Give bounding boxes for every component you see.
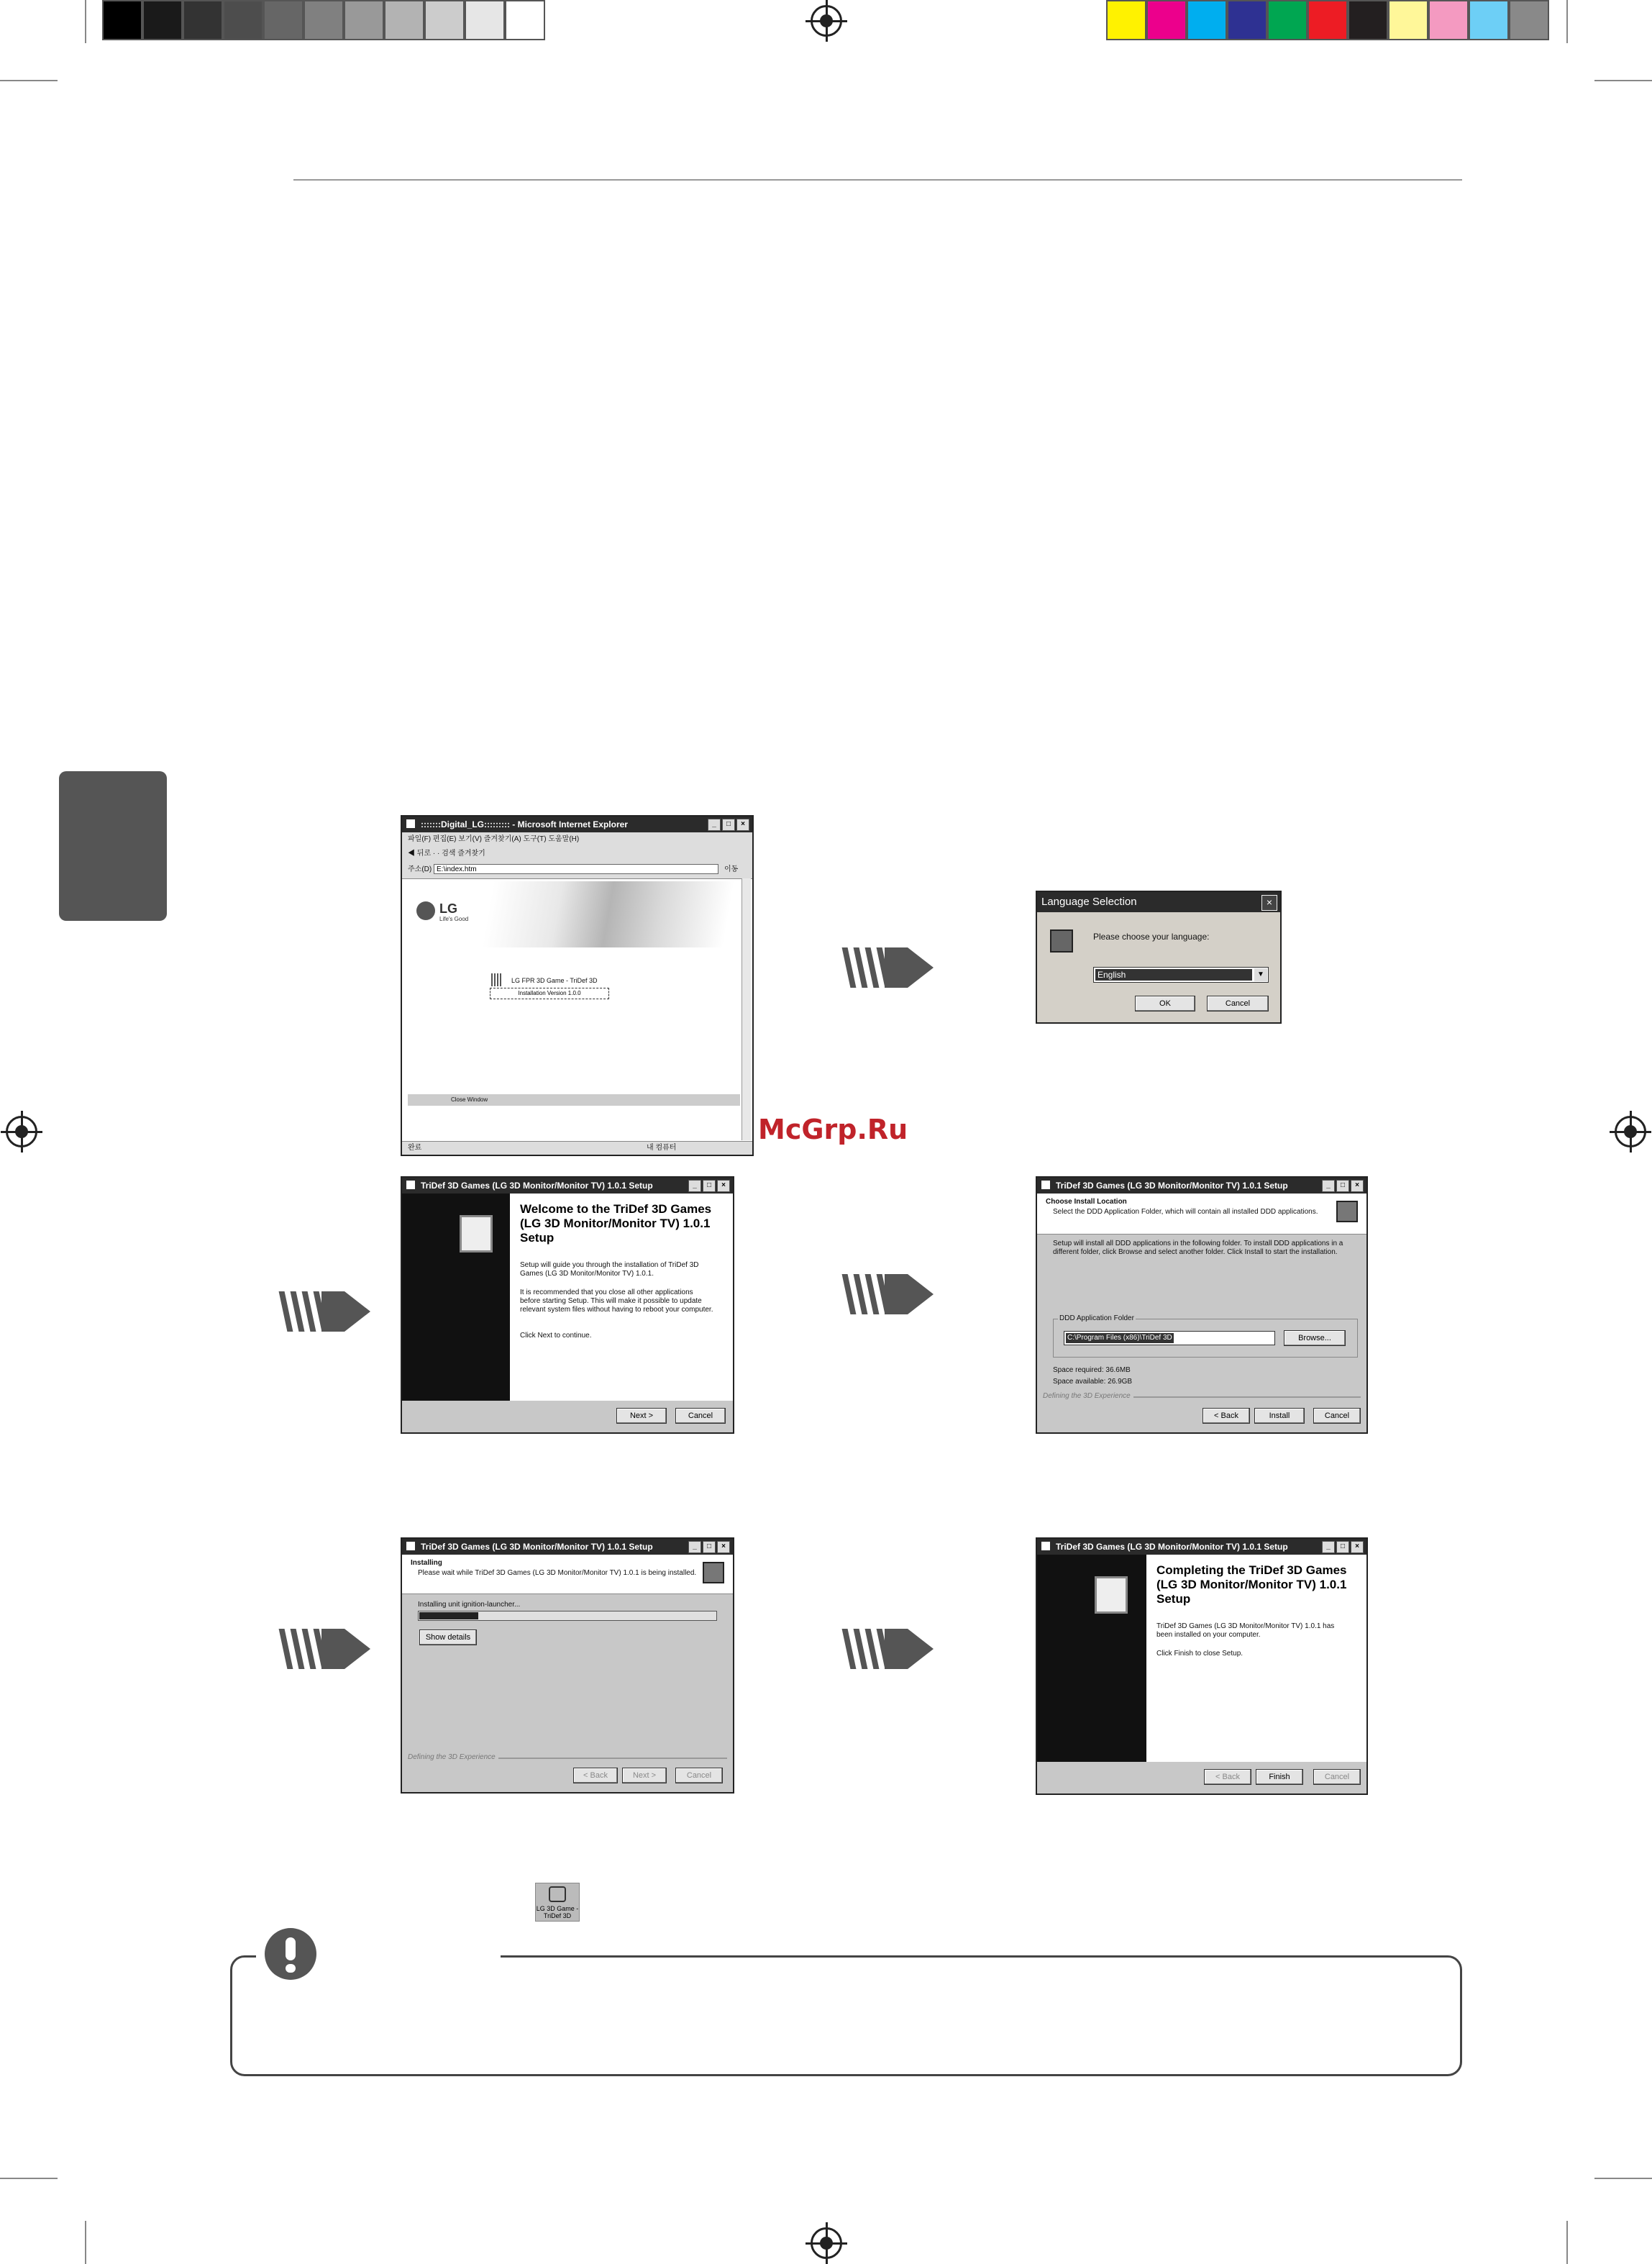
lg-logo-text: LG (439, 901, 457, 916)
color-swatch (102, 0, 142, 40)
complete-side-banner (1037, 1555, 1146, 1762)
brand-tagline: Defining the 3D Experience (408, 1753, 496, 1761)
complete-title: TriDef 3D Games (LG 3D Monitor/Monitor TV) 1.0.1 Setup (1056, 1542, 1288, 1552)
ie-titlebar (402, 817, 752, 832)
ie-go-button[interactable]: 이동 (724, 865, 739, 873)
welcome-window (401, 1176, 734, 1434)
language-titlebar (1037, 892, 1280, 912)
registration-mark-icon (811, 5, 842, 37)
installing-window (401, 1537, 734, 1794)
location-title: TriDef 3D Games (LG 3D Monitor/Monitor TV) 1.0.1 Setup (1056, 1181, 1288, 1191)
step-arrow-icon (840, 1265, 934, 1323)
note-box (230, 1955, 1462, 2076)
minimize-icon[interactable]: _ (688, 1180, 701, 1192)
folder-path-input[interactable] (1064, 1331, 1275, 1345)
installing-header (402, 1555, 733, 1594)
color-swatch (1146, 0, 1187, 40)
installing-titlebar (402, 1539, 733, 1555)
show-details-button[interactable]: Show details (419, 1629, 477, 1645)
complete-content (1146, 1555, 1366, 1762)
folder-path-value: C:\Program Files (x86)\TriDef 3D (1067, 1334, 1172, 1342)
desktop-shortcut[interactable] (535, 1883, 580, 1922)
divider (1133, 1396, 1361, 1398)
color-swatch (1227, 0, 1267, 40)
status-done: 완료 (408, 1144, 422, 1152)
browse-button[interactable]: Browse... (1284, 1330, 1346, 1346)
complete-heading: Completing the TriDef 3D Games (LG 3D Monitor/Monitor TV) 1.0.1 Setup (1156, 1563, 1347, 1606)
ie-banner (408, 881, 740, 947)
location-subtitle: Select the DDD Application Folder, which will contain all installed DDD applications. (1053, 1208, 1318, 1216)
location-header (1037, 1194, 1366, 1235)
color-swatch (1428, 0, 1469, 40)
caution-icon (265, 1928, 316, 1980)
color-swatch (1267, 0, 1308, 40)
divider (498, 1758, 727, 1759)
close-window-link[interactable]: Close Window (451, 1096, 488, 1103)
welcome-heading: Welcome to the TriDef 3D Games (LG 3D Monitor/Monitor TV) 1.0.1 Setup (520, 1202, 712, 1245)
maximize-icon[interactable]: □ (1336, 1541, 1349, 1553)
back-button[interactable]: < Back (1203, 1408, 1250, 1424)
installer-icon (1095, 1576, 1128, 1614)
desktop-shortcut-label: LG 3D Game - TriDef 3D (536, 1905, 579, 1919)
space-available: Space available: 26.9GB (1053, 1378, 1133, 1386)
location-body: Setup will install all DDD applications in the following folder. To install DDD applications in a different folder, click Browse and select another folder. Click Install to start the installation. (1053, 1240, 1343, 1256)
step-arrow-icon (277, 1620, 370, 1678)
status-zone: 내 컴퓨터 (647, 1144, 677, 1152)
lg-slogan: Life's Good (439, 916, 469, 922)
chapter-tab (59, 771, 167, 921)
ie-title: :::::::Digital_LG::::::::: - Microsoft Internet Explorer (421, 819, 628, 829)
color-swatch (465, 0, 505, 40)
product-name: LG FPR 3D Game - TriDef 3D (511, 977, 598, 984)
complete-titlebar (1037, 1539, 1366, 1555)
language-prompt: Please choose your language: (1093, 932, 1210, 942)
registration-mark-icon (1615, 1116, 1646, 1147)
cancel-button[interactable]: Cancel (1313, 1408, 1361, 1424)
setup-icon (406, 1181, 415, 1189)
ok-button[interactable]: OK (1135, 996, 1195, 1011)
complete-paragraph-1: TriDef 3D Games (LG 3D Monitor/Monitor TV) 1.0.1 has been installed on your computer. (1156, 1622, 1335, 1639)
maximize-icon[interactable]: □ (1336, 1180, 1349, 1192)
ie-address-input[interactable]: E:\index.htm (434, 864, 718, 874)
folder-group-label: DDD Application Folder (1059, 1314, 1134, 1322)
step-arrow-icon (277, 1283, 370, 1340)
color-swatch (1348, 0, 1388, 40)
language-select[interactable] (1093, 967, 1269, 983)
color-swatch (1469, 0, 1509, 40)
registration-mark-icon (6, 1116, 37, 1147)
crop-mark (1566, 2221, 1568, 2264)
color-swatch (344, 0, 384, 40)
crop-mark (1566, 0, 1568, 43)
close-icon[interactable]: × (1351, 1180, 1364, 1192)
cancel-button[interactable]: Cancel (1313, 1769, 1361, 1785)
ie-menu-bar[interactable]: 파일(F) 편집(E) 보기(V) 즐겨찾기(A) 도구(T) 도움말(H) (408, 835, 580, 843)
color-swatch (424, 0, 465, 40)
installing-title: TriDef 3D Games (LG 3D Monitor/Monitor TV) 1.0.1 Setup (421, 1542, 653, 1552)
ie-toolbars (402, 832, 752, 879)
welcome-titlebar (402, 1178, 733, 1194)
installing-heading: Installing (411, 1559, 442, 1567)
language-selected: English (1095, 969, 1252, 981)
installing-subtitle: Please wait while TriDef 3D Games (LG 3D Monitor/Monitor TV) 1.0.1 is being installed. (418, 1569, 697, 1577)
cancel-button[interactable]: Cancel (675, 1768, 723, 1783)
installation-link[interactable]: Installation Version 1.0.0 (490, 988, 609, 999)
minimize-icon[interactable]: _ (708, 819, 721, 831)
language-dialog (1036, 891, 1282, 1024)
color-swatch (1388, 0, 1428, 40)
cancel-button[interactable]: Cancel (675, 1408, 726, 1424)
cancel-button[interactable]: Cancel (1207, 996, 1269, 1011)
crop-mark (85, 0, 86, 43)
minimize-icon[interactable]: _ (1322, 1180, 1335, 1192)
complete-paragraph-2: Click Finish to close Setup. (1156, 1650, 1243, 1658)
lg-logo-icon (416, 901, 435, 920)
setup-icon (406, 1542, 415, 1550)
installer-icon (460, 1215, 493, 1253)
color-swatch (505, 0, 545, 40)
back-button[interactable]: < Back (573, 1768, 618, 1783)
maximize-icon[interactable]: □ (722, 819, 735, 831)
location-window (1036, 1176, 1368, 1434)
folder-groupbox (1053, 1314, 1358, 1358)
welcome-content (510, 1194, 733, 1401)
ie-window (401, 815, 754, 1156)
registration-mark-icon (811, 2227, 842, 2259)
minimize-icon[interactable]: _ (1322, 1541, 1335, 1553)
tridef-shortcut-icon (549, 1886, 566, 1902)
complete-window (1036, 1537, 1368, 1795)
welcome-title: TriDef 3D Games (LG 3D Monitor/Monitor TV) 1.0.1 Setup (421, 1181, 653, 1191)
maximize-icon[interactable]: □ (703, 1180, 716, 1192)
finish-button[interactable]: Finish (1256, 1769, 1303, 1785)
color-swatch (1308, 0, 1348, 40)
welcome-paragraph-3: Click Next to continue. (520, 1332, 592, 1340)
crop-mark (0, 2178, 58, 2179)
product-icon (491, 973, 501, 986)
color-swatch (142, 0, 183, 40)
close-icon[interactable]: × (736, 819, 749, 831)
color-swatch (263, 0, 304, 40)
progress-fill (419, 1612, 478, 1619)
ie-status-bar (402, 1141, 752, 1155)
location-heading: Choose Install Location (1046, 1198, 1127, 1206)
watermark: McGrp.Ru (758, 1114, 908, 1145)
color-swatch (384, 0, 424, 40)
space-required: Space required: 36.6MB (1053, 1366, 1131, 1374)
brand-tagline: Defining the 3D Experience (1043, 1392, 1131, 1400)
close-icon[interactable]: × (1261, 895, 1277, 911)
color-swatch (304, 0, 344, 40)
ie-icon (406, 819, 415, 828)
ie-address-label: 주소(D) (408, 865, 432, 873)
install-button[interactable]: Install (1254, 1408, 1305, 1424)
crop-mark (1594, 2178, 1652, 2179)
color-swatch (1106, 0, 1146, 40)
ie-toolbar[interactable]: ◀ 뒤로 · · 검색 즐겨찾기 (408, 850, 485, 858)
computer-icon (1336, 1201, 1358, 1222)
language-title: Language Selection (1041, 896, 1137, 908)
setup-icon (1041, 1181, 1050, 1189)
location-titlebar (1037, 1178, 1366, 1194)
ie-footer (408, 1094, 740, 1106)
step-arrow-icon (840, 1620, 934, 1678)
close-icon[interactable]: × (717, 1541, 730, 1553)
step-arrow-icon (840, 939, 934, 996)
color-swatch (183, 0, 223, 40)
crop-mark (1594, 80, 1652, 81)
close-icon[interactable]: × (717, 1180, 730, 1192)
header-rule (293, 179, 1462, 181)
close-icon[interactable]: × (1351, 1541, 1364, 1553)
welcome-side-banner (402, 1194, 510, 1401)
next-button[interactable]: Next > (622, 1768, 667, 1783)
next-button[interactable]: Next > (616, 1408, 667, 1424)
chevron-down-icon[interactable]: ▼ (1254, 968, 1267, 981)
color-swatch (1509, 0, 1549, 40)
setup-icon (1041, 1542, 1050, 1550)
color-swatch (1187, 0, 1227, 40)
install-status: Installing unit ignition-launcher... (418, 1601, 521, 1609)
welcome-paragraph-1: Setup will guide you through the installation of TriDef 3D Games (LG 3D Monitor/Monitor TV) 1.0.1. (520, 1261, 699, 1278)
progress-bar (418, 1611, 717, 1621)
color-swatch (223, 0, 263, 40)
ie-scrollbar[interactable] (741, 878, 751, 1140)
welcome-paragraph-2: It is recommended that you close all other applications before starting Setup. This will make it possible to update relevant system files without having to reboot your computer. (520, 1288, 713, 1314)
back-button[interactable]: < Back (1204, 1769, 1251, 1785)
maximize-icon[interactable]: □ (703, 1541, 716, 1553)
crop-mark (85, 2221, 86, 2264)
computer-icon (1050, 929, 1073, 953)
minimize-icon[interactable]: _ (688, 1541, 701, 1553)
computer-icon (703, 1562, 724, 1583)
back-icon[interactable]: ◀ (408, 850, 417, 858)
crop-mark (0, 80, 58, 81)
